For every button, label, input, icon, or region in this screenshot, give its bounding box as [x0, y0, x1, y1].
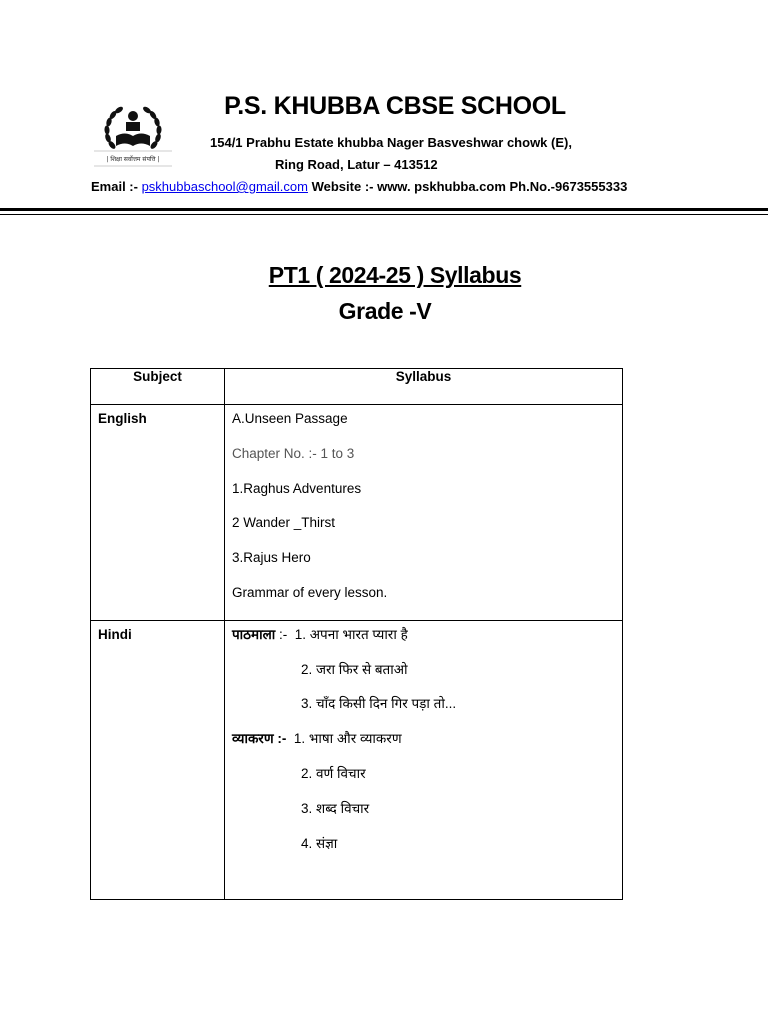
- list-item: 1.Raghus Adventures: [232, 480, 362, 496]
- list-item: [232, 627, 622, 662]
- contact-line: [91, 179, 627, 194]
- list-item: 2 Wander _Thirst: [232, 515, 336, 531]
- header-subject: Subject: [91, 369, 225, 405]
- header-divider-thick: [0, 208, 768, 211]
- vyakaran-label: व्याकरण :-: [232, 731, 287, 747]
- title-text: PT1 ( 2024-25 ) Syllabus: [268, 262, 522, 288]
- pathmala-label: पाठमाला: [232, 626, 276, 642]
- syllabus-hindi: [225, 620, 623, 899]
- subject-english: English: [91, 405, 225, 621]
- subject-hindi: Hindi: [91, 620, 225, 899]
- logo-motto: | शिक्षा सर्वोत्तम संपत्ति |: [106, 156, 160, 163]
- list-item: 2. जरा फिर से बताओ: [301, 661, 408, 677]
- list-item: 2. वर्ण विचार: [301, 765, 366, 781]
- list-item: [232, 731, 622, 766]
- grade-title: Grade -V: [338, 298, 432, 324]
- syllabus-table: [90, 368, 623, 900]
- address-line-1: 154/1 Prabhu Estate khubba Nager Basveshwar chowk (E),: [210, 135, 572, 150]
- website-phone: Website :- www. pskhubba.com Ph.No.-9673555333: [307, 179, 628, 194]
- syllabus-english: [225, 405, 623, 621]
- table-row: [91, 620, 623, 899]
- list-item: 3. शब्द विचार: [301, 800, 370, 816]
- pathmala-item: 1. अपना भारत प्यारा है: [294, 626, 408, 642]
- list-item: 4. संज्ञा: [301, 835, 338, 851]
- list-item: 3. चाँद किसी दिन गिर पड़ा तो...: [301, 696, 457, 712]
- list-item: Grammar of every lesson.: [232, 584, 388, 600]
- header-divider-thin: [0, 214, 768, 215]
- vyakaran-item: 1. भाषा और व्याकरण: [293, 731, 402, 747]
- list-item: 3.Rajus Hero: [232, 550, 311, 566]
- email-label: Email :-: [91, 179, 142, 194]
- document-title: [0, 262, 768, 289]
- header-syllabus: Syllabus: [225, 369, 623, 405]
- email-link[interactable]: pskhubbaschool@gmail.com: [141, 179, 308, 194]
- list-item: A.Unseen Passage: [232, 411, 348, 426]
- table-row: [91, 405, 623, 621]
- table-header-row: [91, 369, 623, 405]
- pathmala-separator: :-: [275, 626, 295, 642]
- list-item: Chapter No. :- 1 to 3: [232, 445, 355, 461]
- address-line-2: Ring Road, Latur – 413512: [275, 157, 438, 172]
- school-name: P.S. KHUBBA CBSE SCHOOL: [224, 92, 566, 120]
